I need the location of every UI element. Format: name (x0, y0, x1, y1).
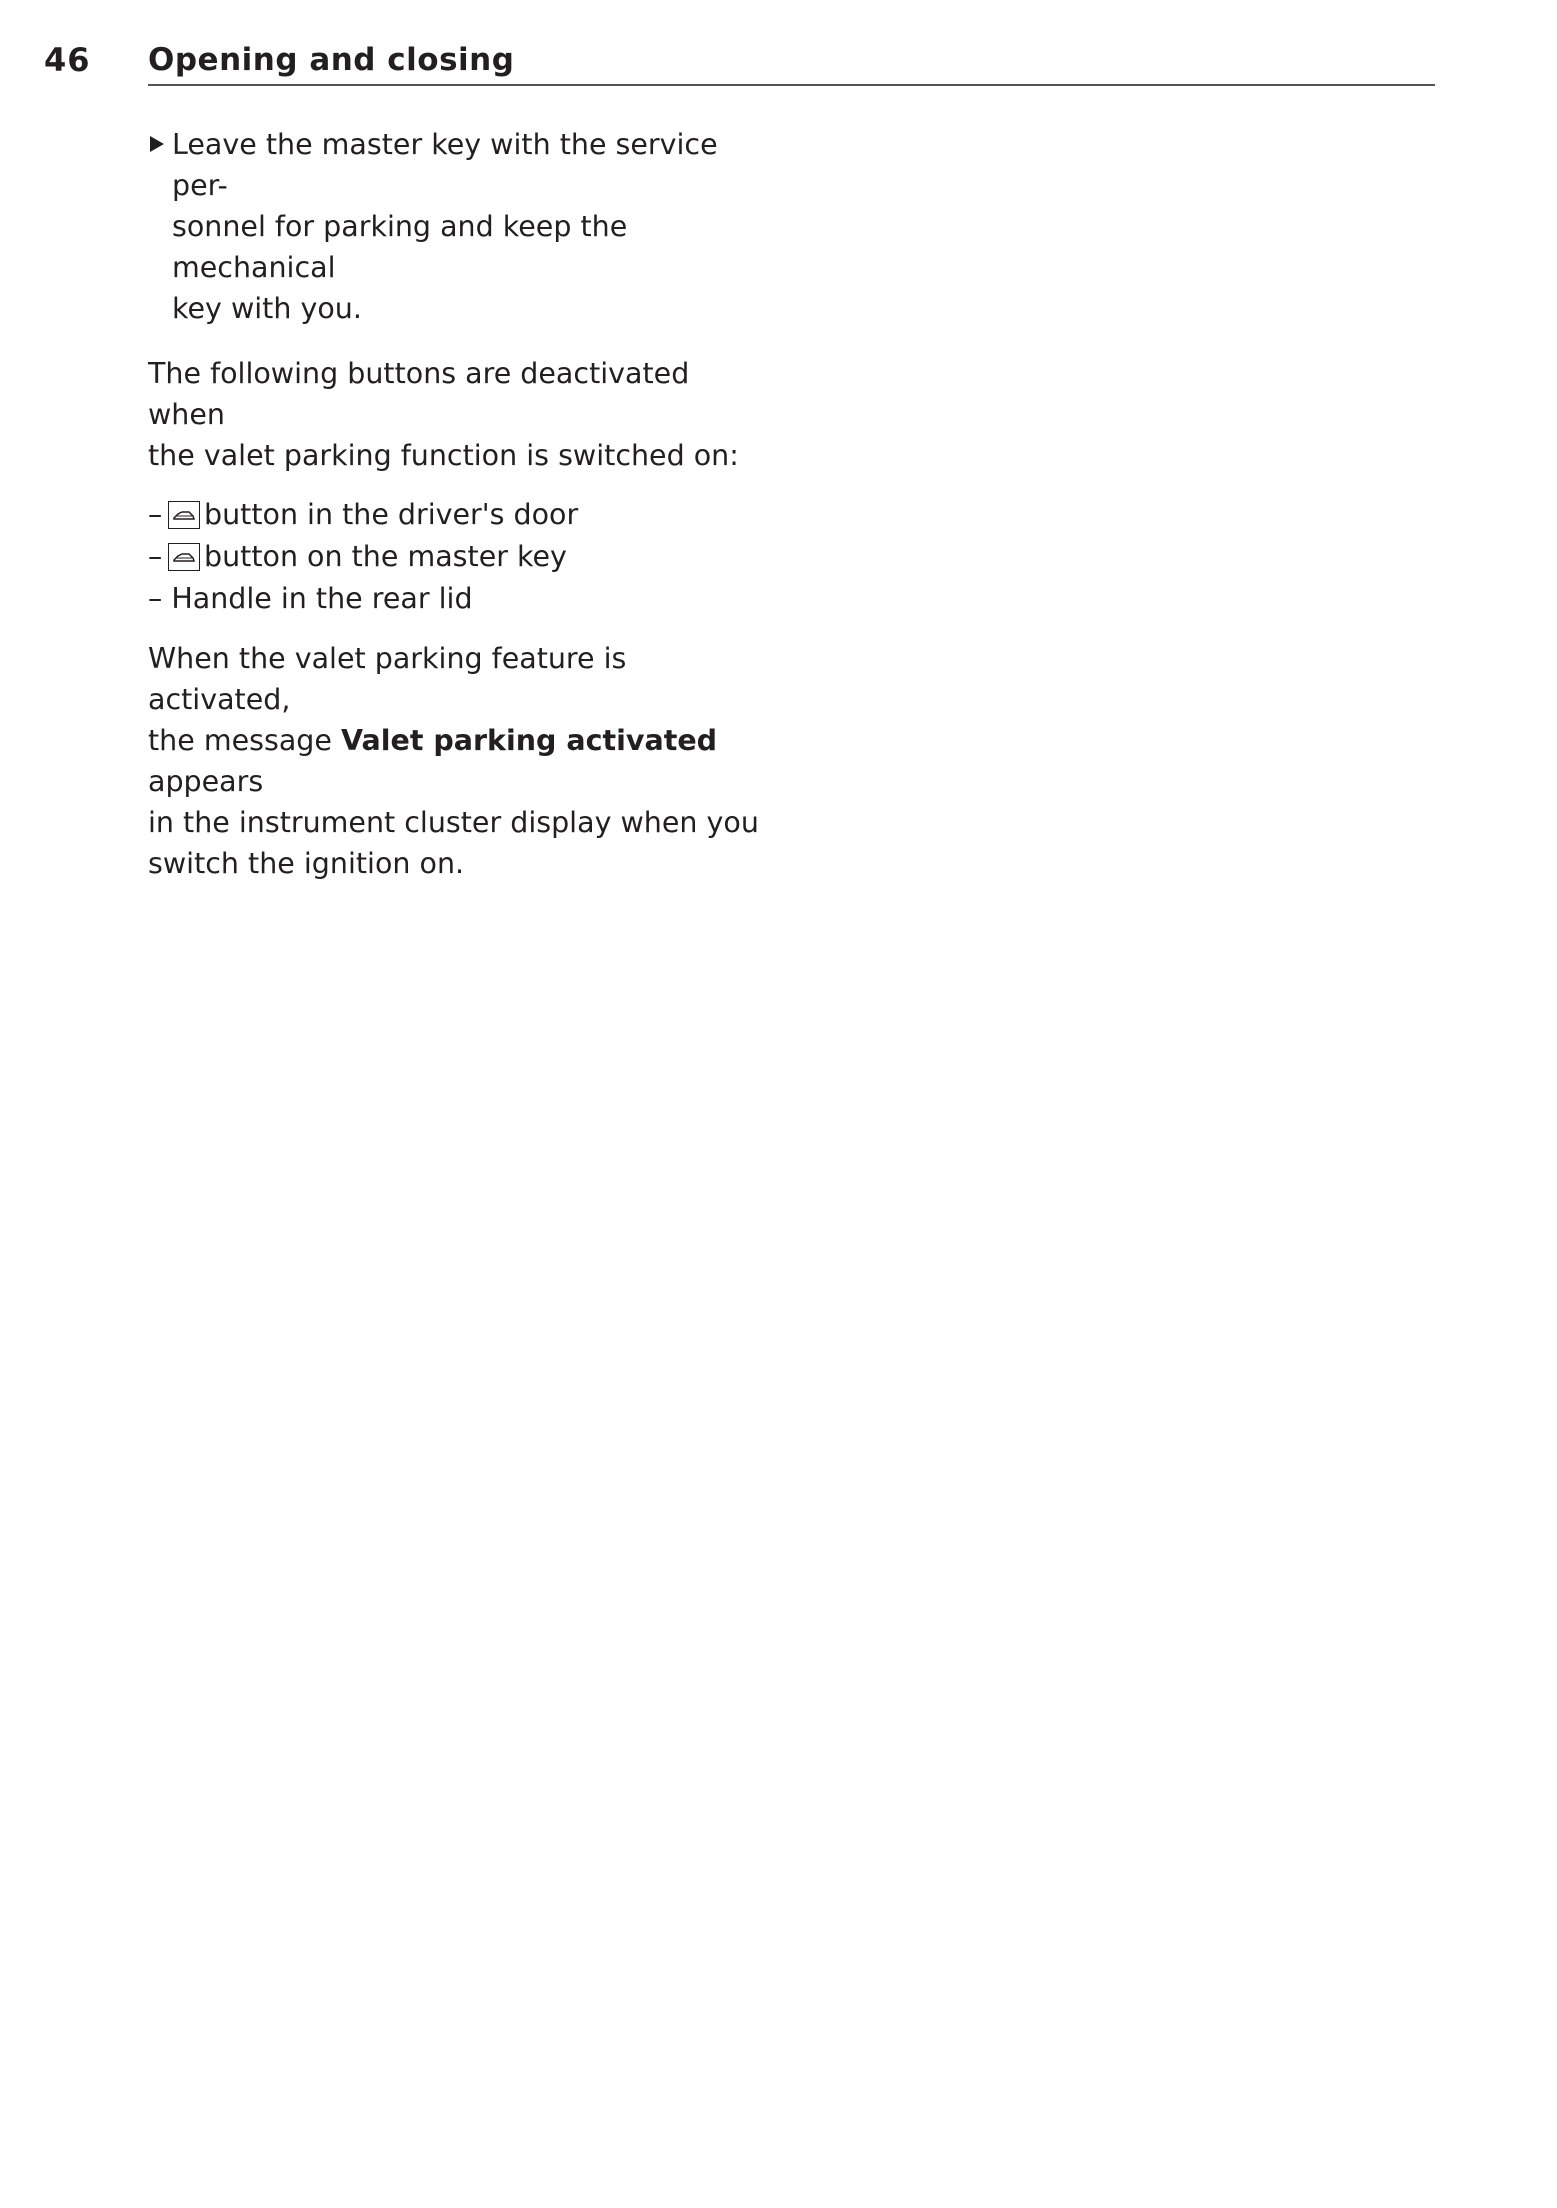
list-item-text: Handle in the rear lid (171, 582, 473, 615)
list-item-text: button in the driver's door (204, 498, 579, 531)
list-dash: – (148, 540, 163, 573)
step-arrow-icon (150, 136, 164, 152)
list-dash: – (148, 582, 163, 615)
list-dash: – (148, 498, 163, 531)
list-item-text: button on the master key (204, 540, 567, 573)
paragraph-line: The following buttons are deactivated when (148, 357, 690, 431)
intro-paragraph (148, 353, 768, 476)
page-header (0, 0, 1557, 90)
paragraph-line: in the instrument cluster display when you (148, 806, 759, 839)
rear-lid-icon (168, 543, 200, 571)
step-line: key with you. (172, 292, 362, 325)
rear-lid-icon (168, 501, 200, 529)
page-number: 46 (44, 41, 91, 79)
list-item (148, 578, 768, 620)
section-title: Opening and closing (148, 42, 515, 78)
paragraph-line (148, 720, 768, 802)
message-name: Valet parking activated (340, 724, 718, 757)
page-content (148, 124, 768, 902)
text-run: the message (148, 724, 341, 757)
text-run: appears (148, 765, 264, 798)
instruction-step (148, 124, 768, 329)
step-line: Leave the master key with the service per- (172, 128, 718, 202)
closing-paragraph (148, 638, 768, 884)
deactivated-buttons-list (148, 494, 768, 620)
list-item (148, 536, 768, 578)
header-rule (148, 84, 1435, 86)
step-line: sonnel for parking and keep the mechanical (172, 210, 628, 284)
list-item (148, 494, 768, 536)
paragraph-line: the valet parking function is switched on: (148, 439, 739, 472)
paragraph-line: When the valet parking feature is activated, (148, 642, 627, 716)
paragraph-line: switch the ignition on. (148, 847, 465, 880)
